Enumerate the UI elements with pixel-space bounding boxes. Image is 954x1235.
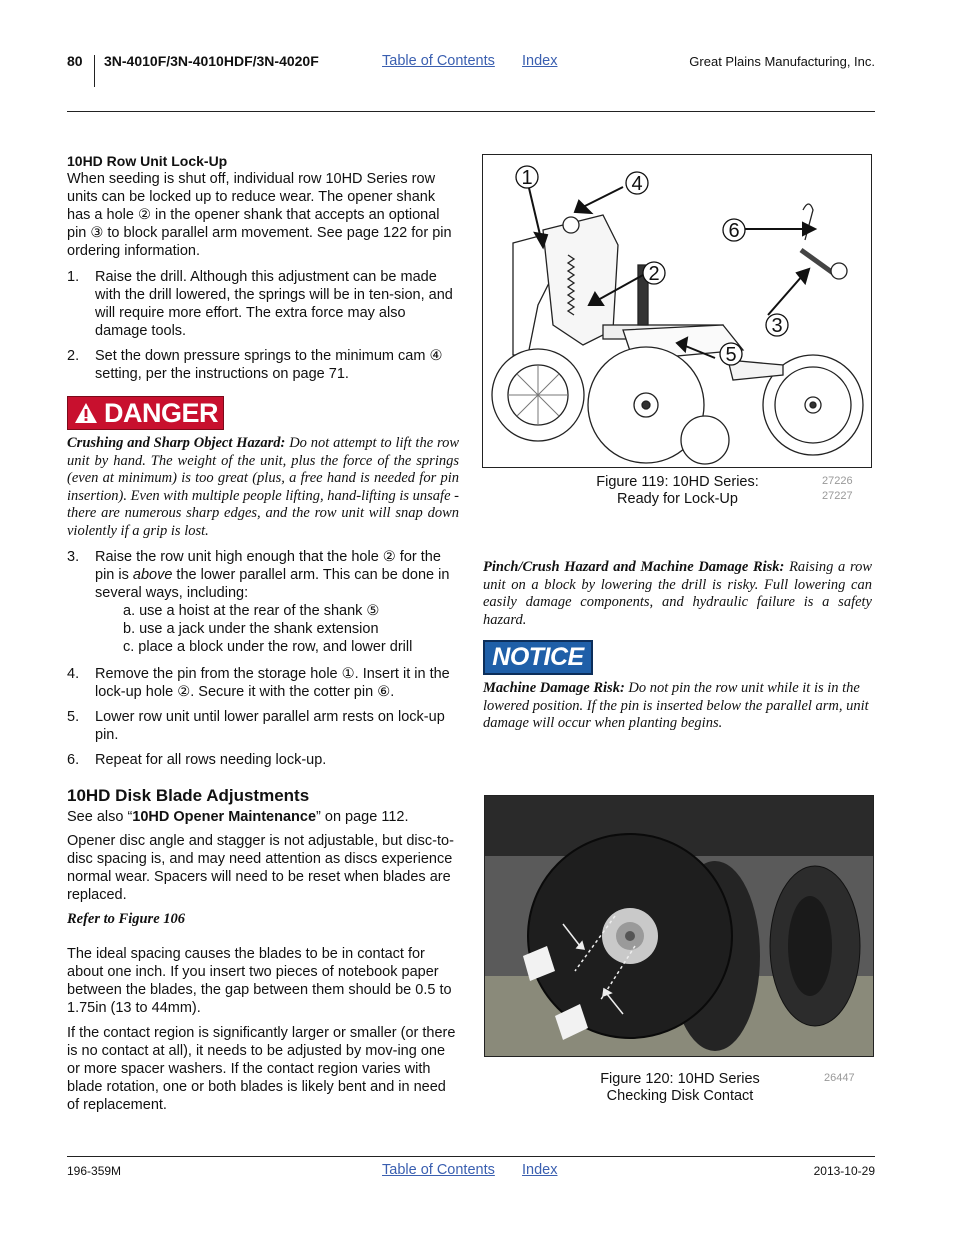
header-toc-link[interactable]: Table of Contents: [382, 53, 495, 69]
figure-120-image-number: 26447: [824, 1072, 855, 1084]
header-divider: [94, 55, 95, 87]
pinch-hazard-text: Pinch/Crush Hazard and Machine Damage Risk: Raising a row unit on a block by lowering the drill is risky. Full lowering can easily damage components, and hydraulic failure is a safety hazard.: [483, 559, 873, 628]
notice-label: NOTICE: [483, 640, 593, 675]
disk-para-2: The ideal spacing causes the blades to be in contact for about one inch. If you insert two pieces of notebook paper between the blades, the gap between them should be 0.5 to 1.75in (13 to 44mm).: [67, 945, 452, 1016]
doc-number: 196-359M: [67, 1164, 122, 1178]
footer-date: 2013-10-29: [813, 1164, 875, 1178]
footer-toc-link[interactable]: Table of Contents: [382, 1162, 495, 1178]
list-item: 1. Raise the drill. Although this adjustment can be made with the drill lowered, the springs will be in ten-sion, and will require more effort. The extra force may also damage tools.: [67, 269, 453, 339]
lockup-title: 10HD Row Unit Lock-Up: [67, 153, 228, 169]
figure-119-caption: Figure 119: 10HD Series: Ready for Lock-Up: [596, 474, 759, 507]
header-index-link[interactable]: Index: [522, 53, 558, 69]
disk-para-3: If the contact region is significantly larger or smaller (or there is no contact at all), it needs to be adjusted by mov-ing one or more spacer washers. If the contact region varies with blade rotation, one or both blades is likely bent and in need of replacement.: [67, 1024, 456, 1113]
disk-section: [67, 787, 459, 1114]
list-item: 6. Repeat for all rows needing lock-up.: [67, 752, 327, 768]
disk-photo: [485, 796, 873, 1056]
figure-120-image: [484, 795, 874, 1057]
callout-4: 4: [631, 173, 643, 195]
see-also: See also “10HD Opener Maintenance” on page 112.: [67, 809, 409, 825]
list-item: 5. Lower row unit until lower parallel arm rests on lock-up pin.: [67, 709, 445, 743]
lift-options: [95, 602, 459, 656]
figure-119-image: [482, 154, 872, 468]
footer-rule: [67, 1156, 875, 1157]
company-name: Great Plains Manufacturing, Inc.: [689, 54, 875, 69]
callout-1: 1: [521, 167, 533, 189]
page-number: 80: [67, 53, 83, 69]
callout-3: 3: [771, 315, 783, 337]
lockup-section: [67, 152, 459, 383]
lockup-steps-b: [67, 548, 459, 769]
lockup-intro: When seeding is shut off, individual row 10HD Series row units can be locked up to reduce wear. The opener shank has a hole ② in the opener shank that accepts an optional pin ③ to block parallel arm movement. See page 122 for pin ordering information.: [67, 171, 452, 259]
figure-120-caption: Figure 120: 10HD Series Checking Disk Contact: [600, 1071, 760, 1104]
list-item: c. place a block under the row, and lower drill: [123, 639, 413, 655]
list-item: a. use a hoist at the rear of the shank ⑤: [123, 603, 380, 619]
danger-text: Crushing and Sharp Object Hazard: Do not attempt to lift the row unit by hand. The weight of the unit, plus the force of the springs (even at minimum) is too great (plus, a free hand is needed for pin insertion). Even with multiple people lifting, hand-lifting is unsafe - there are numerous sharp edges, and the row unit will snap down violently if a grip is lost.: [67, 435, 459, 539]
model-title: 3N-4010F/3N-4010HDF/3N-4020F: [104, 53, 319, 69]
warning-triangle-icon: [74, 402, 98, 424]
notice-text: Machine Damage Risk: Do not pin the row unit while it is in the lowered position. If the pin is inserted below the parallel arm, unit damage will occur when planting begins.: [483, 680, 869, 731]
list-item: 2. Set the down pressure springs to the minimum cam ④ setting, per the instructions on page 71.: [67, 348, 443, 382]
danger-label: DANGER: [67, 396, 224, 430]
lockup-steps-a: [67, 268, 459, 383]
list-item: b. use a jack under the shank extension: [123, 621, 379, 637]
list-item: 3. Raise the row unit high enough that the hole ② for the pin is above the lower parallel arm. This can be done in several ways, including: a. use a hoist at the rear of the shank ⑤ b. use a jack under the shank extension c. place a block under the row, and lower drill: [67, 548, 459, 656]
footer-index-link[interactable]: Index: [522, 1162, 558, 1178]
disk-para-1: Opener disc angle and stagger is not adjustable, but disc-to-disc spacing is, and may need attention as discs experience normal wear. Spacers will need to be reset when blades are replaced.: [67, 833, 454, 903]
refer-figure: Refer to Figure 106: [67, 911, 186, 927]
callout-2: 2: [648, 263, 660, 285]
figure-119-image-numbers: 27226 27227: [822, 475, 853, 502]
header-rule: [67, 111, 875, 112]
callout-5: 5: [725, 344, 737, 366]
callout-6: 6: [728, 220, 740, 242]
list-item: 4. Remove the pin from the storage hole ①. Insert it in the lock-up hole ②. Secure it with the cotter pin ⑥.: [67, 666, 450, 700]
disk-title: 10HD Disk Blade Adjustments: [67, 786, 310, 805]
row-unit-drawing: [483, 155, 871, 467]
